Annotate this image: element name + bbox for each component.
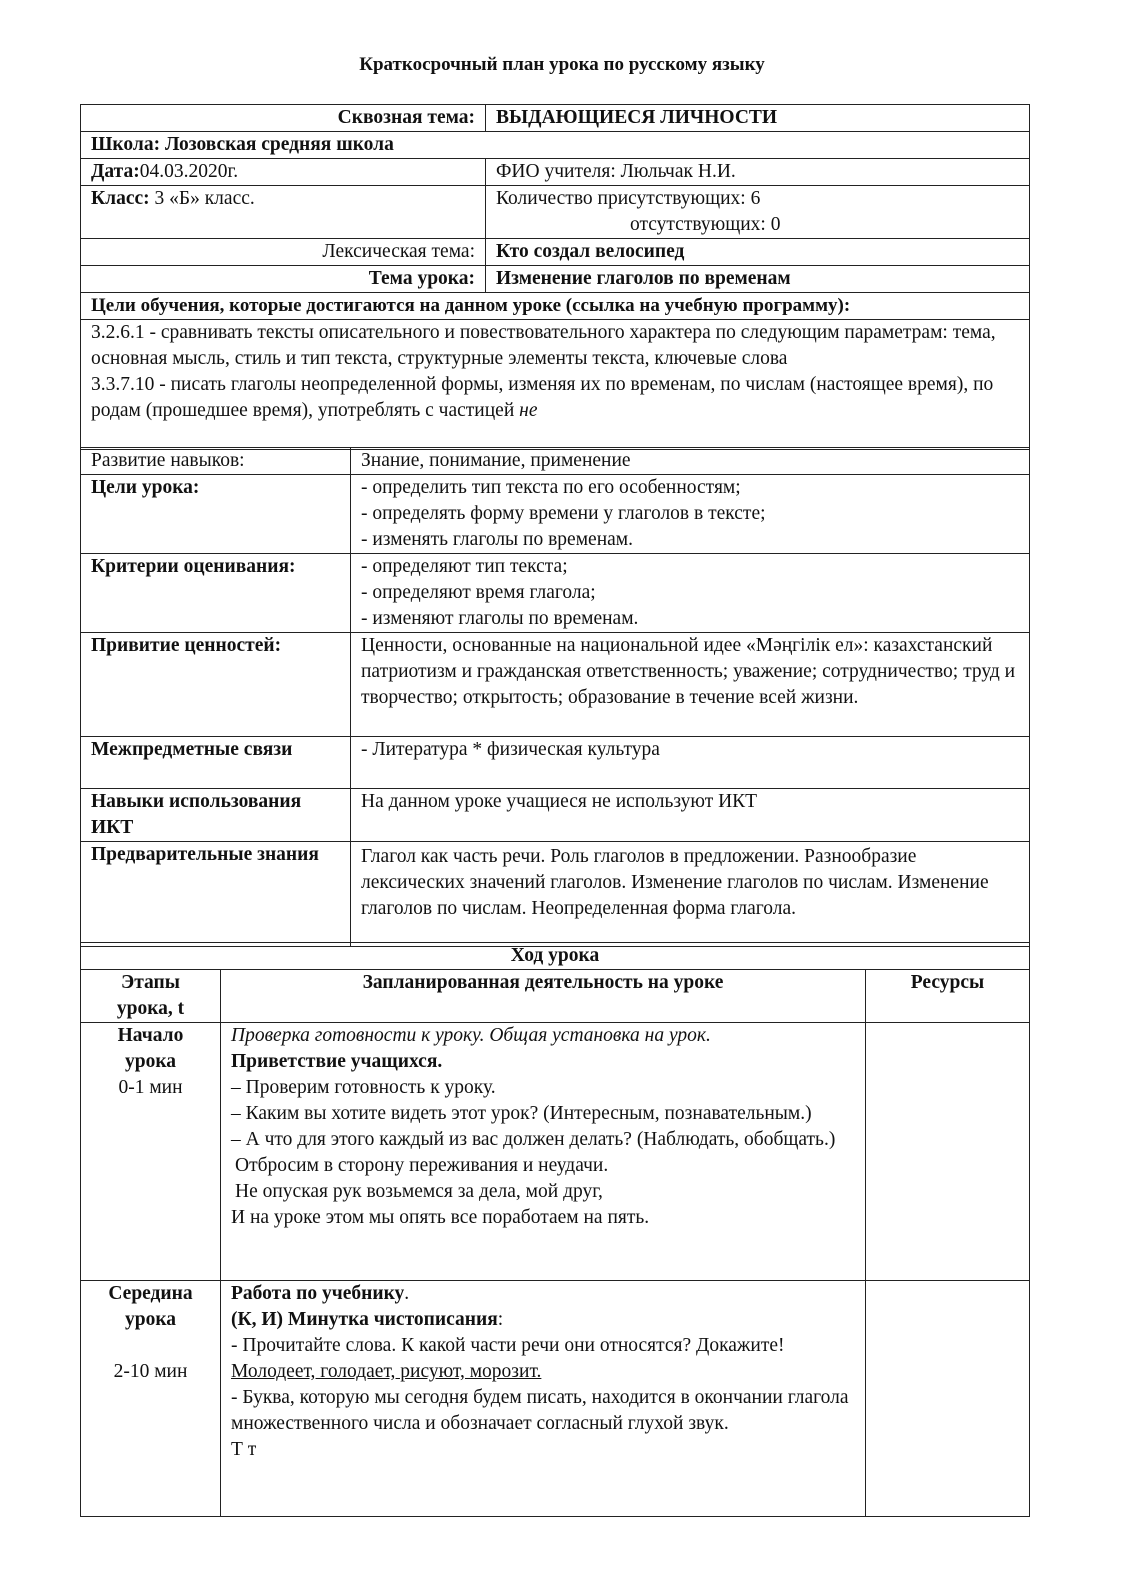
objectives-label: Цели урока: [81,475,351,554]
calligraphy-line [231,1307,855,1333]
stage-start-intro: Проверка готовности к уроку. Общая установка на урок. [231,1025,711,1046]
column-header-activity: Запланированная деятельность на уроке [221,970,866,1023]
objective-item: - определить тип текста по его особенностям; [361,477,741,498]
stage-middle-activity [221,1281,866,1517]
stage-middle-time: 2-10 мин [113,1361,188,1382]
stage-start-activity [221,1023,866,1281]
school-name: Школа: Лозовская средняя школа [81,132,1030,159]
stage-start-time: 0-1 мин [118,1077,183,1098]
stage-start-resources [866,1023,1030,1281]
stage-middle-resources [866,1281,1030,1517]
class-cell [81,186,486,239]
letters-line: Т т [231,1439,257,1460]
ict-label: Навыки использования ИКТ [81,789,351,842]
poem-line: Не опуская рук возьмемся за дела, мой друг, [235,1181,603,1202]
calligraphy-colon: : [497,1309,504,1330]
attendance-cell [486,186,1030,239]
lexical-theme-label: Лексическая тема: [81,239,486,266]
interdisciplinary-value: - Литература * физическая культура [351,737,1030,789]
lexical-theme-value: Кто создал велосипед [486,239,1030,266]
lesson-details-table [80,447,1030,947]
learning-goals-cell [81,320,1030,450]
textbook-work-dot: . [404,1283,410,1304]
learning-goals-heading: Цели обучения, которые достигаются на данном уроке (ссылка на учебную программу): [81,293,1030,320]
dialog-line: – А что для этого каждый из вас должен делать? (Наблюдать, обобщать.) [231,1129,836,1150]
greeting-line: Приветствие учащихся. [231,1051,443,1072]
cross-theme-label: Сквозная тема: [81,105,486,132]
criteria-list [351,554,1030,633]
present-count: Количество присутствующих: 6 [496,188,761,209]
stage-start-cell [81,1023,221,1281]
learning-goal-2 [91,372,1019,424]
dialog-line: – Каким вы хотите видеть этот урок? (Интересным, познавательным.) [231,1103,812,1124]
prior-knowledge-label: Предварительные знания [81,842,351,947]
page-title: Краткосрочный план урока по русскому языку [359,54,765,75]
interdisciplinary-label: Межпредметные связи [81,737,351,789]
date-label: Дата: [91,161,140,182]
poem-line: И на уроке этом мы опять все поработаем на пять. [231,1207,650,1228]
learning-goal-2-particle: не [519,400,538,421]
dialog-line: – Проверим готовность к уроку. [231,1077,496,1098]
objectives-list [351,475,1030,554]
column-header-stage: Этапы урока, t [81,970,221,1023]
skills-label: Развитие навыков: [81,448,351,475]
poem-line: Отбросим в сторону переживания и неудачи. [235,1155,609,1176]
words-line: Молодеет, голодает, рисуют, морозит. [231,1361,542,1382]
criteria-item: - определяют тип текста; [361,556,568,577]
column-header-resources: Ресурсы [866,970,1030,1023]
values-text: Ценности, основанные на национальной идее «Мәңгілік ел»: казахстанский патриотизм и гражданская ответственность; уважение; сотрудничество; труд и творчество; открытость; образование в течение всей жизни. [351,633,1030,737]
textbook-work-line [231,1281,855,1307]
ict-value: На данном уроке учащиеся не используют ИКТ [351,789,1030,842]
learning-goal-2-text: 3.3.7.10 - писать глаголы неопределенной формы, изменяя их по временам, по числам (настоящее время), по родам (прошедшее время), употреблять с частицей [91,374,994,421]
cross-theme-value: ВЫДАЮЩИЕСЯ ЛИЧНОСТИ [486,105,1030,132]
class-value: 3 «Б» класс. [149,188,255,209]
lesson-theme-label: Тема урока: [81,266,486,293]
stage-start-name: Начало урока [117,1025,184,1072]
lesson-flow-table [80,942,1030,1517]
class-label: Класс: [91,188,150,209]
stage-middle-name: Середина урока [108,1283,193,1330]
learning-goal-1: 3.2.6.1 - сравнивать тексты описательного и повествовательного характера по следующим параметрам: тема, основная мысль, стиль и тип текста, структурные элементы текста, ключевые слова [91,322,996,369]
criteria-label: Критерии оценивания: [81,554,351,633]
lesson-header-table [80,104,1030,450]
skills-value: Знание, понимание, применение [351,448,1030,475]
date-value: 04.03.2020г. [139,161,239,182]
lesson-flow-heading: Ход урока [81,943,1030,970]
teacher-name: ФИО учителя: Люльчак Н.И. [486,159,1030,186]
absent-count: отсутствующих: 0 [630,214,781,235]
criteria-item: - определяют время глагола; [361,582,596,603]
letter-explanation: - Буква, которую мы сегодня будем писать, находится в окончании глагола множественного числа и обозначает согласный глухой звук. [231,1387,849,1434]
objective-item: - определять форму времени у глаголов в тексте; [361,503,766,524]
prior-knowledge-value: Глагол как часть речи. Роль глаголов в предложении. Разнообразие лексических значений глаголов. Изменение глаголов по числам. Изменение глаголов по числам. Неопределенная форма глагола. [351,842,1030,947]
lesson-theme-value: Изменение глаголов по временам [486,266,1030,293]
textbook-work-label: Работа по учебнику [231,1283,405,1304]
calligraphy-label: (К, И) Минутка чистописания [231,1309,498,1330]
date-cell [81,159,486,186]
question-line: - Прочитайте слова. К какой части речи они относятся? Докажите! [231,1335,785,1356]
values-label: Привитие ценностей: [81,633,351,737]
stage-middle-cell [81,1281,221,1517]
criteria-item: - изменяют глаголы по временам. [361,608,639,629]
objective-item: - изменять глаголы по временам. [361,529,634,550]
